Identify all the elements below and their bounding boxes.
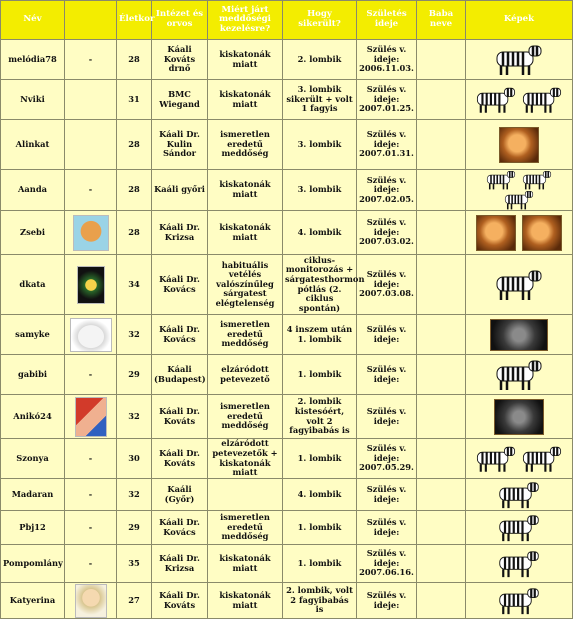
cell-kor: 29	[117, 511, 152, 545]
cell-intezet: Káali Kováts drnő	[152, 40, 208, 80]
cell-hogy: 4 inszem után 1. lombik	[283, 315, 357, 355]
cell-intezet: Káali Dr. Kulin Sándor	[152, 120, 208, 170]
cell-hogy: 1. lombik	[283, 545, 357, 583]
cell-nev: Zsebi	[1, 211, 65, 255]
cell-kor: 30	[117, 439, 152, 479]
cell-hogy: 4. lombik	[283, 479, 357, 511]
cell-hogy: 3. lombik	[283, 170, 357, 211]
cell-szules: Szülés v. ideje:	[357, 583, 417, 619]
cell-avatar	[65, 120, 117, 170]
cell-kepek	[466, 583, 573, 619]
zebra-icon	[496, 587, 542, 615]
ultrasound-photo	[476, 215, 516, 251]
cell-hogy: 2. lombik, volt 2 fagyibabás is	[283, 583, 357, 619]
cell-miert	[208, 479, 283, 511]
zebra-icon	[484, 170, 518, 190]
cell-baba	[417, 211, 466, 255]
cell-baba	[417, 120, 466, 170]
cell-avatar: -	[65, 479, 117, 511]
cell-nev: Szonya	[1, 439, 65, 479]
cell-baba	[417, 355, 466, 395]
cell-nev: samyke	[1, 315, 65, 355]
zebra-icon	[520, 445, 564, 473]
cell-szules: Szülés v. ideje: 2007.03.08.	[357, 255, 417, 315]
cell-nev: Alinkat	[1, 120, 65, 170]
cell-kepek	[466, 211, 573, 255]
cell-kepek	[466, 439, 573, 479]
cell-intezet: Káali Dr. Kováts	[152, 439, 208, 479]
cell-szules: Szülés v. ideje:	[357, 511, 417, 545]
ultrasound-photo	[490, 319, 548, 351]
ultrasound-photo	[499, 127, 539, 163]
cell-szules: Szülés v. ideje:	[357, 395, 417, 439]
table-row	[1, 315, 573, 355]
header-row	[1, 1, 573, 40]
cell-avatar	[65, 583, 117, 619]
cell-szules: Szülés v. ideje:	[357, 355, 417, 395]
avatar	[73, 215, 109, 251]
cell-intezet: Káali (Budapest)	[152, 355, 208, 395]
cell-miert: elzáródott petevezetők + kiskatonák miatt	[208, 439, 283, 479]
table-row	[1, 439, 573, 479]
cell-kor: 32	[117, 479, 152, 511]
cell-nev: Pbj12	[1, 511, 65, 545]
cell-szules: Szülés v. ideje: 2007.06.16.	[357, 545, 417, 583]
header-miert: Miért járt meddőségi kezelésre?	[208, 1, 283, 40]
cell-miert: kiskatonák miatt	[208, 40, 283, 80]
cell-baba	[417, 439, 466, 479]
cell-avatar	[65, 395, 117, 439]
table-row	[1, 255, 573, 315]
table-row	[1, 511, 573, 545]
cell-szules: Szülés v. ideje: 2007.01.25.	[357, 80, 417, 120]
cell-baba	[417, 80, 466, 120]
cell-kepek	[466, 255, 573, 315]
cell-szules: Szülés v. ideje: 2007.03.02.	[357, 211, 417, 255]
zebra-icon	[493, 269, 545, 301]
zebra-icon	[496, 481, 542, 509]
avatar	[75, 397, 107, 437]
cell-hogy: ciklus- monitorozás + sárgatesthormon pótlás (2. ciklus spontán)	[283, 255, 357, 315]
cell-hogy: 3. lombik	[283, 120, 357, 170]
cell-avatar	[65, 255, 117, 315]
cell-baba	[417, 40, 466, 80]
table-row	[1, 395, 573, 439]
avatar	[75, 584, 107, 618]
cell-baba	[417, 511, 466, 545]
cell-hogy: 2. lombik	[283, 40, 357, 80]
header-baba-neve: Baba neve	[417, 1, 466, 40]
cell-intezet: Káali Dr. Kovács	[152, 255, 208, 315]
cell-baba	[417, 315, 466, 355]
cell-baba	[417, 583, 466, 619]
cell-intezet: Káali Dr. Kováts	[152, 583, 208, 619]
avatar	[77, 266, 105, 304]
cell-intezet: BMC Wiegand	[152, 80, 208, 120]
zebra-icon	[502, 190, 536, 210]
cell-nev: Aanda	[1, 170, 65, 211]
cell-intezet: Káali Dr. Kováts	[152, 395, 208, 439]
ultrasound-photo	[494, 399, 544, 435]
zebra-icon	[493, 44, 545, 76]
cell-miert: ismeretlen eredetű meddőség	[208, 315, 283, 355]
header-intezet: Intézet és orvos	[152, 1, 208, 40]
cell-kepek	[466, 80, 573, 120]
cell-avatar: -	[65, 40, 117, 80]
zebra-icon	[496, 514, 542, 542]
cell-kor: 28	[117, 120, 152, 170]
cell-avatar	[65, 315, 117, 355]
zebra-icon	[520, 86, 564, 114]
cell-kepek	[466, 511, 573, 545]
cell-avatar: -	[65, 439, 117, 479]
table-row	[1, 479, 573, 511]
cell-baba	[417, 170, 466, 211]
cell-kepek	[466, 395, 573, 439]
header-eletkor: Életkor	[117, 1, 152, 40]
cell-nev: dkata	[1, 255, 65, 315]
table-row	[1, 545, 573, 583]
cell-kepek	[466, 120, 573, 170]
cell-kor: 31	[117, 80, 152, 120]
zebra-icon	[496, 550, 542, 578]
header-kepek: Képek	[466, 1, 573, 40]
cell-kor: 28	[117, 211, 152, 255]
cell-kepek	[466, 545, 573, 583]
zebra-icon	[474, 445, 518, 473]
header-avatar	[65, 1, 117, 40]
header-szules: Születés ideje	[357, 1, 417, 40]
cell-intezet: Kaáli (Győr)	[152, 479, 208, 511]
cell-kor: 32	[117, 395, 152, 439]
cell-miert: kiskatonák miatt	[208, 170, 283, 211]
zebra-icon	[493, 359, 545, 391]
cell-kepek	[466, 40, 573, 80]
cell-baba	[417, 479, 466, 511]
cell-intezet: Káali Dr. Krizsa	[152, 211, 208, 255]
cell-avatar: -	[65, 545, 117, 583]
cell-nev: Madaran	[1, 479, 65, 511]
cell-baba	[417, 545, 466, 583]
cell-nev: Katyerina	[1, 583, 65, 619]
cell-kor: 29	[117, 355, 152, 395]
avatar	[70, 318, 112, 352]
cell-szules: Szülés v. ideje: 2007.01.31.	[357, 120, 417, 170]
header-nev: Név	[1, 1, 65, 40]
cell-szules: Szülés v. ideje: 2007.05.29.	[357, 439, 417, 479]
cell-avatar	[65, 80, 117, 120]
cell-hogy: 1. lombik	[283, 355, 357, 395]
table-row	[1, 355, 573, 395]
cell-avatar	[65, 211, 117, 255]
cell-baba	[417, 255, 466, 315]
cell-kor: 28	[117, 40, 152, 80]
cell-nev: Nviki	[1, 80, 65, 120]
table-row	[1, 120, 573, 170]
cell-avatar: -	[65, 170, 117, 211]
cell-kepek	[466, 170, 573, 211]
cell-intezet: Káali Dr. Kovács	[152, 511, 208, 545]
cell-hogy: 2. lombik kistesóért, volt 2 fagyibabás is	[283, 395, 357, 439]
cell-szules: Szülés v. ideje:	[357, 479, 417, 511]
cell-kor: 34	[117, 255, 152, 315]
zebra-icon	[474, 86, 518, 114]
cell-szules: Szülés v. ideje:	[357, 315, 417, 355]
table-row	[1, 40, 573, 80]
cell-avatar: -	[65, 355, 117, 395]
cell-miert: kiskatonák miatt	[208, 545, 283, 583]
cell-miert: kiskatonák miatt	[208, 583, 283, 619]
table-row	[1, 170, 573, 211]
cell-intezet: Kaáli győri	[152, 170, 208, 211]
cell-nev: melódia78	[1, 40, 65, 80]
header-hogy: Hogy sikerült?	[283, 1, 357, 40]
cell-nev: gabibi	[1, 355, 65, 395]
cell-intezet: Káali Dr. Krizsa	[152, 545, 208, 583]
cell-hogy: 1. lombik	[283, 511, 357, 545]
table-row	[1, 80, 573, 120]
cell-miert: kiskatonák miatt	[208, 211, 283, 255]
cell-hogy: 4. lombik	[283, 211, 357, 255]
cell-miert: habituális vetélés valószínűleg sárgatest elégtelenség	[208, 255, 283, 315]
table-row	[1, 211, 573, 255]
cell-kepek	[466, 355, 573, 395]
ultrasound-photo	[522, 215, 562, 251]
cell-kepek	[466, 479, 573, 511]
cell-miert: ismeretlen eredetű meddőség	[208, 511, 283, 545]
cell-miert: kiskatonák miatt	[208, 80, 283, 120]
cell-kor: 28	[117, 170, 152, 211]
cell-kor: 27	[117, 583, 152, 619]
cell-nev: Anikó24	[1, 395, 65, 439]
zebra-icon	[520, 170, 554, 190]
cell-szules: Szülés v. ideje: 2007.02.05.	[357, 170, 417, 211]
cell-kor: 32	[117, 315, 152, 355]
cell-hogy: 1. lombik	[283, 439, 357, 479]
cell-avatar: -	[65, 511, 117, 545]
cell-nev: Pompomlány	[1, 545, 65, 583]
cell-miert: ismeretlen eredetű meddőség	[208, 120, 283, 170]
cell-kepek	[466, 315, 573, 355]
cell-szules: Szülés v. ideje: 2006.11.03.	[357, 40, 417, 80]
cell-intezet: Káali Dr. Kovács	[152, 315, 208, 355]
cell-baba	[417, 395, 466, 439]
cell-miert: ismeretlen eredetű meddőség	[208, 395, 283, 439]
cell-kor: 35	[117, 545, 152, 583]
cell-miert: elzáródott petevezető	[208, 355, 283, 395]
table-row	[1, 583, 573, 619]
cell-hogy: 3. lombik sikerült + volt 1 fagyis	[283, 80, 357, 120]
